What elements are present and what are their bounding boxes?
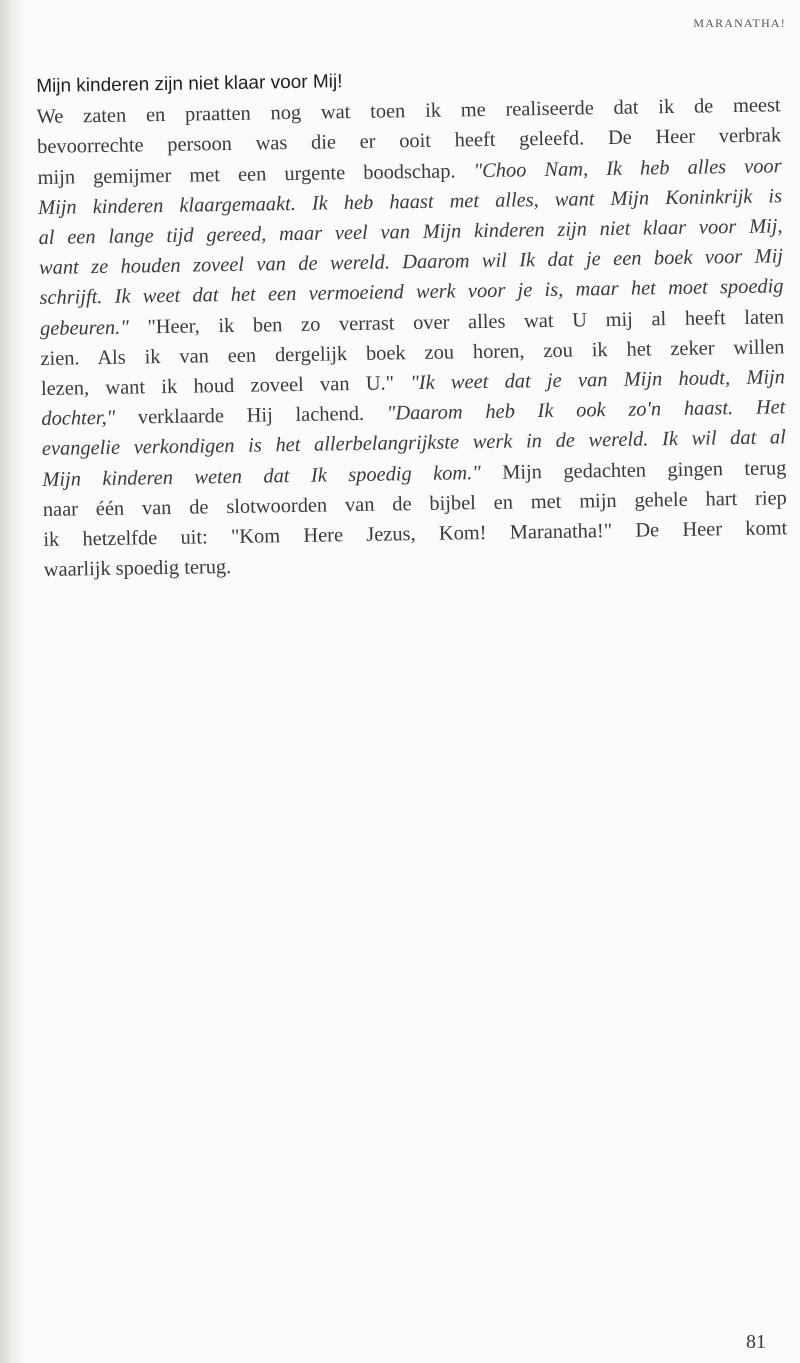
text-line: evangelie verkondigen is het allerbelangrijkste werk in de wereld. Ik wil dat al xyxy=(41,426,787,461)
text-line: waarlijk spoedig terug. xyxy=(43,556,232,582)
text-line: al een lange tijd gereed, maar veel van Mijn kinderen zijn niet klaar voor Mij, xyxy=(38,215,783,249)
text-line: gebeuren." "Heer, ik ben zo verrast over alles wat U mij al heeft laten xyxy=(39,305,785,340)
gutter-shadow xyxy=(0,0,26,1363)
body-text xyxy=(36,60,788,585)
text-line: ik hetzelfde uit: "Kom Here Jezus, Kom! Maranatha!" De Heer komt xyxy=(43,517,788,551)
section-heading: Mijn kinderen zijn niet klaar voor Mij! xyxy=(36,71,343,97)
text-line: want ze houden zoveel van de wereld. Daarom wil Ik dat je een boek voor Mij xyxy=(38,245,784,280)
text-line: dochter," verklaarde Hij lachend. "Daarom heb Ik ook zo'n haast. Het xyxy=(41,396,786,431)
page-number: 81 xyxy=(746,1331,766,1353)
text-line: Mijn kinderen klaargemaakt. Ik heb haast met alles, want Mijn Koninkrijk is xyxy=(37,185,783,219)
text-line: We zaten en praatten nog wat toen ik me realiseerde dat ik de meest xyxy=(36,94,781,129)
text-line: naar één van de slotwoorden van de bijbel en met mijn gehele hart riep xyxy=(42,487,787,521)
text-line: lezen, want ik houd zoveel van U." "Ik weet dat je van Mijn houdt, Mijn xyxy=(40,366,786,400)
text-line: mijn gemijmer met een urgente boodschap. "Choo Nam, Ik heb alles voor xyxy=(37,154,782,189)
text-line: Mijn kinderen weten dat Ik spoedig kom." Mijn gedachten gingen terug xyxy=(42,456,787,491)
text-line: bevoorrechte persoon was die er ooit heeft geleefd. De Heer verbrak xyxy=(37,124,782,159)
text-line: zien. Als ik van een dergelijk boek zou horen, zou ik het zeker willen xyxy=(40,336,785,370)
running-head: MARANATHA! xyxy=(693,16,786,30)
text-line: schrijft. Ik weet dat het een vermoeiend werk voor je is, maar het moet spoedig xyxy=(39,275,784,310)
